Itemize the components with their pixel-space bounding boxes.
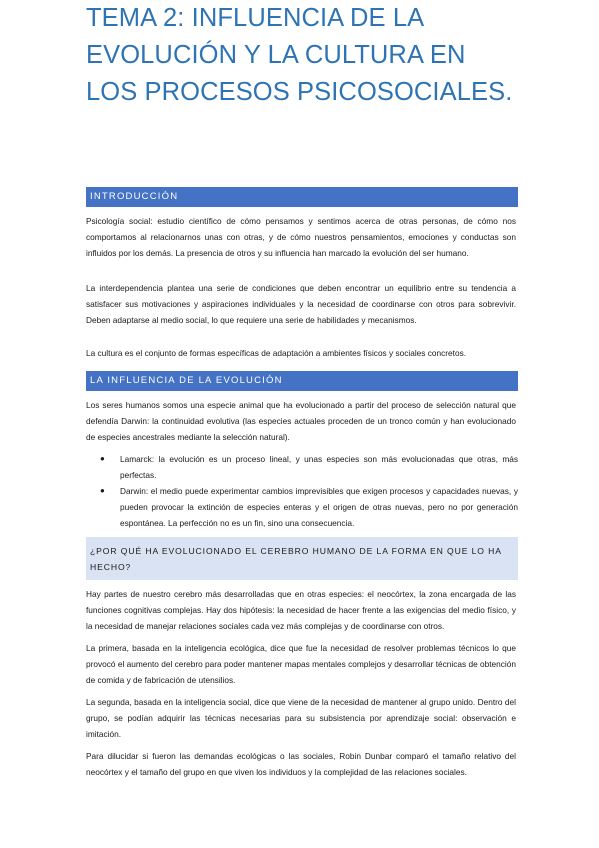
- list-item-text: Lamarck: la evolución es un proceso lineal, y unas especies son más evolucionadas que otras, más perfectas.: [120, 454, 518, 480]
- section-heading-introduccion: INTRODUCCIÓN: [86, 187, 518, 207]
- list-item-text: Darwin: el medio puede experimentar cambios imprevisibles que exigen procesos y capacidades nuevas, y pueden provocar la extinción de especies enteras y el origen de otras nuevas, pero no por generación espontánea. La perfección no es un fin, sino una consecuencia.: [120, 486, 518, 528]
- bullet-icon: ●: [100, 486, 105, 495]
- evolucion-bullet-list: [86, 451, 518, 531]
- cerebro-paragraph-1: Hay partes de nuestro cerebro más desarrolladas que en otras especies: el neocórtex, la zona encargada de las funciones cognitivas complejas. Hay dos hipótesis: la necesidad de hacer frente a las exigencias del medio físico, y la necesidad de manejar relaciones sociales cada vez más complejas y de coordinarse con otros.: [86, 589, 516, 631]
- list-item: [86, 483, 518, 531]
- bullet-icon: ●: [100, 454, 105, 463]
- section-heading-evolucion: LA INFLUENCIA DE LA EVOLUCIÓN: [86, 371, 518, 391]
- intro-paragraph-2: La interdependencia plantea una serie de condiciones que deben encontrar un equilibrio entre su tendencia a satisfacer sus motivaciones y aspiraciones individuales y la necesidad de coordinarse con otros para sobrevivir. Deben adaptarse al medio social, lo que requiere una serie de habilidades y mecanismos.: [86, 283, 516, 325]
- intro-paragraph-1: Psicología social: estudio científico de cómo pensamos y sentimos acerca de otras personas, de cómo nos comportamos al relacionarnos unas con otras, y de cómo nuestros pensamientos, emociones y conductas son influidos por los demás. La presencia de otros y su influencia han marcado la evolución del ser humano.: [86, 216, 516, 258]
- cerebro-paragraph-4: Para dilucidar si fueron las demandas ecológicas o las sociales, Robin Dunbar comparó el tamaño relativo del neocórtex y el tamaño del grupo en que viven los individuos y la complejidad de las relaciones sociales.: [86, 751, 516, 777]
- evolucion-paragraph-1: Los seres humanos somos una especie animal que ha evolucionado a partir del proceso de selección natural que defendía Darwin: la continuidad evolutiva (las especies actuales proceden de un tronco común y han evolucionado de especies ancestrales mediante la selección natural).: [86, 400, 516, 442]
- document-title: TEMA 2: INFLUENCIA DE LA EVOLUCIÓN Y LA CULTURA EN LOS PROCESOS PSICOSOCIALES.: [86, 4, 513, 106]
- list-item: [86, 451, 518, 483]
- cerebro-paragraph-2: La primera, basada en la inteligencia ecológica, dice que fue la necesidad de resolver problemas técnicos lo que provocó el aumento del cerebro para poder mantener mapas mentales complejos y desarrollar técnicas de obtención de comida y de fabricación de utensilios.: [86, 643, 516, 685]
- cerebro-paragraph-3: La segunda, basada en la inteligencia social, dice que viene de la necesidad de mantener al grupo unido. Dentro del grupo, se podían adquirir las técnicas necesarias para su subsistencia por aprendizaje social: observación e imitación.: [86, 697, 516, 739]
- subsection-heading-cerebro: ¿POR QUÉ HA EVOLUCIONADO EL CEREBRO HUMANO DE LA FORMA EN QUE LO HA HECHO?: [86, 537, 518, 580]
- intro-paragraph-3: La cultura es el conjunto de formas específicas de adaptación a ambientes físicos y sociales concretos.: [86, 348, 467, 358]
